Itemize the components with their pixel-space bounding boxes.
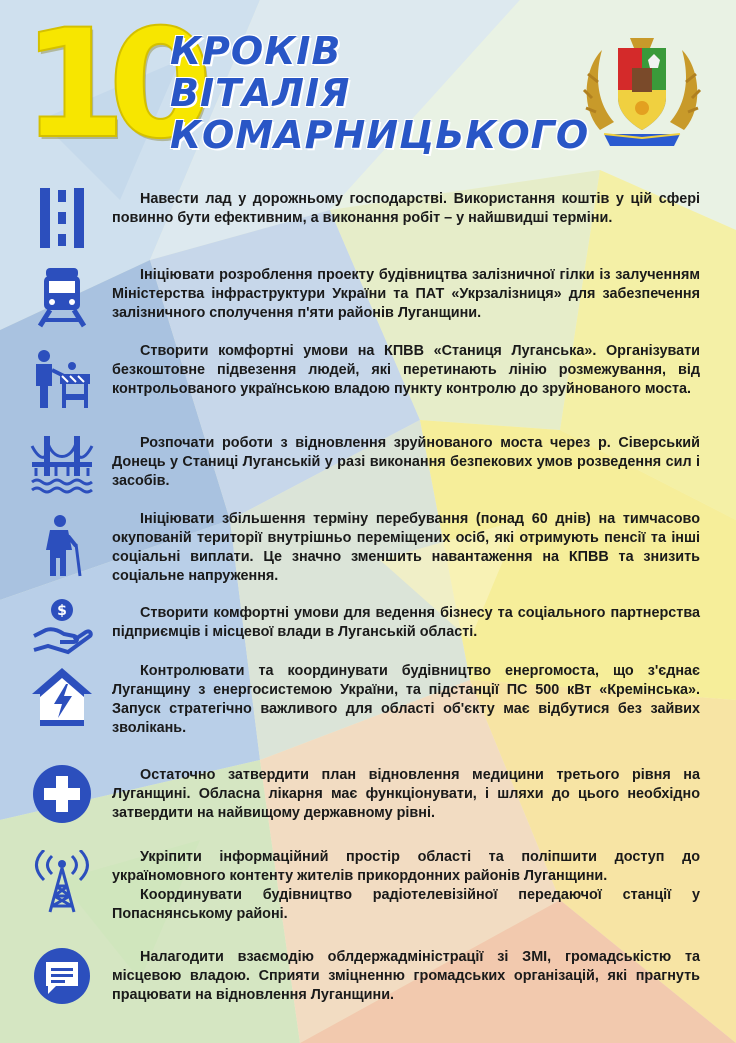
title-number: 10 xyxy=(22,0,195,172)
step-2-text xyxy=(112,266,700,323)
svg-text:$: $ xyxy=(57,603,67,619)
header xyxy=(0,0,736,170)
step-8-paragraph-1: Остаточно затвердити план відновлення медицини третього рівня на Луганщині. Обласна лікарня має функціонувати, і шляхи до цього необхідно затвердити на найвищому державному рівні. xyxy=(112,767,700,821)
step-9-paragraph-2: Координувати будівництво радіотелевізійної передаючої станції у Попаснянському районі. xyxy=(112,887,700,922)
step-9-text xyxy=(112,848,700,924)
step-4-text xyxy=(112,434,700,491)
power-house-icon xyxy=(30,664,94,728)
step-7-text xyxy=(112,662,700,738)
train-icon xyxy=(30,264,94,328)
chat-icon xyxy=(30,946,94,1010)
road-icon xyxy=(30,186,94,250)
title-line-2: ВІТАЛІЯ xyxy=(170,71,351,115)
step-4-paragraph-1: Розпочати роботи з відновлення зруйнованого моста через р. Сіверський Донець у Станиці Луганській у разі виконання безпекових умов розведення сил і засобів. xyxy=(112,435,700,489)
step-3-text xyxy=(112,342,700,399)
step-5-text xyxy=(112,510,700,586)
step-6-text xyxy=(112,604,700,642)
checkpoint-person-icon xyxy=(30,346,94,410)
money-hand-icon xyxy=(30,596,94,660)
title-line-1: КРОКІВ xyxy=(170,29,342,73)
coat-of-arms-icon xyxy=(578,38,706,156)
step-2-paragraph-1: Ініціювати розроблення проекту будівництва залізничної гілки із залученням Міністерства інфраструктури України та ПАТ «Укрзалізниця» для забезпечення залізничного сполучення п'яти районів Луганщини. xyxy=(112,267,700,321)
title-line-3: КОМАРНИЦЬКОГО xyxy=(170,113,590,157)
radio-tower-icon xyxy=(30,850,94,914)
step-8-text xyxy=(112,766,700,823)
step-7-paragraph-1: Контролювати та координувати будівництво енергомоста, що з'єднає Луганщину з енергосистемою України, та підстанції ПС 500 кВт «Кремінська». Запуск стратегічно важливого для області об'єкту має відбутися без зайвих зволікань. xyxy=(112,663,700,736)
step-3-paragraph-1: Створити комфортні умови на КПВВ «Станиця Луганська». Організувати безкоштовне підвезення людей, які перетинають лінію розмежування, від контрольованого українською владою пункту контролю до зруйнованого моста. xyxy=(112,343,700,397)
step-10-text xyxy=(112,948,700,1005)
medical-cross-icon xyxy=(30,762,94,826)
step-1-paragraph-1: Навести лад у дорожньому господарстві. Використання коштів у цій сфері повинно бути ефективним, а виконання робіт – у найшвидші терміни. xyxy=(112,191,700,226)
step-5-paragraph-1: Ініціювати збільшення терміну перебування (понад 60 днів) на тимчасово окупованій території внутрішньо переміщених осіб, які отримують пенсії та інші соціальні виплати. Це значно зменшить навантаження на КПВВ та знизить соціальне напруження. xyxy=(112,511,700,584)
step-10-paragraph-1: Налагодити взаємодію облдержадміністрації зі ЗМІ, громадськістю та місцевою владою. Сприяти зміцненню громадських організацій, які прагнуть працювати на відновлення Луганщини. xyxy=(112,949,700,1003)
bridge-icon xyxy=(30,432,94,496)
elderly-person-icon xyxy=(30,514,94,578)
step-9-paragraph-1: Укріпити інформаційний простір області та поліпшити доступ до україномовного контенту жителів прикордонних районів Луганщини. xyxy=(112,849,700,884)
step-1-text xyxy=(112,190,700,228)
step-6-paragraph-1: Створити комфортні умови для ведення бізнесу та соціального партнерства підприємців і місцевої влади в Луганській області. xyxy=(112,605,700,640)
